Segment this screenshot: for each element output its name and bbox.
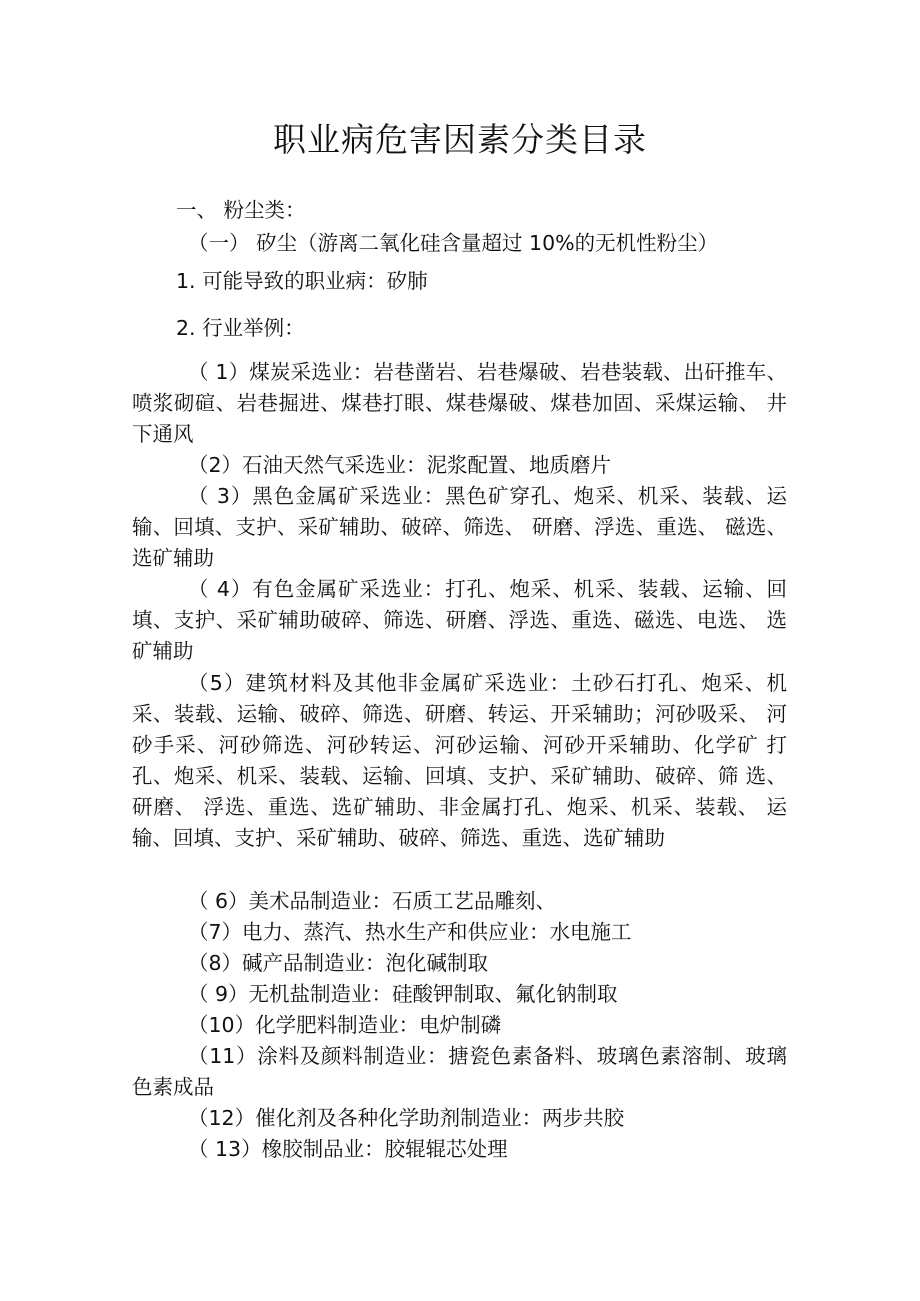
page-title: 职业病危害因素分类目录: [273, 120, 647, 159]
industry-item-2: （2）石油天然气采选业：泥浆配置、地质磨片: [188, 453, 612, 477]
item-diseases: 1. 可能导致的职业病：矽肺: [176, 269, 428, 293]
industry-item-7: （7）电力、蒸汽、热水生产和供应业：水电施工: [188, 920, 632, 944]
industry-item-12: （12）催化剂及各种化学助剂制造业：两步共胶: [188, 1106, 625, 1130]
industry-item-6: （ 6）美术品制造业：石质工艺品雕刻、: [188, 889, 557, 913]
industry-item-1: （ 1）煤炭采选业：岩巷凿岩、岩巷爆破、岩巷装载、出矸推车、 喷浆砌碹、岩巷掘进、煤巷打眼、煤巷爆破、煤巷加固、采煤运输、 井下通风: [132, 360, 787, 446]
subsection-heading: （一） 矽尘（游离二氧化硅含量超过 10%的无机性粉尘）: [188, 231, 719, 255]
industry-item-8: （8）碱产品制造业：泡化碱制取: [188, 951, 489, 975]
industry-item-5: （5）建筑材料及其他非金属矿采选业：土砂石打孔、炮采、机采、装载、运输、破碎、筛选、研磨、转运、开采辅助；河砂吸采、 河砂手采、河砂筛选、河砂转运、河砂运输、河砂开采辅助、化学矿 打孔、炮采、机采、装载、运输、回填、支护、采矿辅助、破碎、筛 选、研磨、 浮选、重选、选矿辅助、非金属打孔、炮采、机采、装载、 运输、回填、支护、采矿辅助、破碎、筛选、重选、选矿辅助: [132, 671, 787, 850]
industry-item-9: （ 9）无机盐制造业：硅酸钾制取、氟化钠制取: [188, 982, 618, 1006]
industry-item-4: （ 4）有色金属矿采选业：打孔、炮采、机采、装载、运输、回 填、支护、采矿辅助破碎、筛选、研磨、浮选、重选、磁选、电选、 选矿辅助: [132, 577, 787, 663]
industry-item-11: （11）涂料及颜料制造业：搪瓷色素备料、玻璃色素溶制、玻璃 色素成品: [132, 1044, 787, 1099]
industry-item-3: （ 3）黑色金属矿采选业：黑色矿穿孔、炮采、机采、装载、运 输、回填、支护、采矿辅助、破碎、筛选、 研磨、浮选、重选、 磁选、 选矿辅助: [132, 484, 787, 570]
industry-item-13: （ 13）橡胶制品业：胶辊辊芯处理: [188, 1137, 508, 1161]
section-heading: 一、 粉尘类：: [176, 198, 306, 222]
item-industry-examples: 2. 行业举例：: [176, 316, 305, 340]
industry-item-10: （10）化学肥料制造业：电炉制磷: [188, 1013, 502, 1037]
